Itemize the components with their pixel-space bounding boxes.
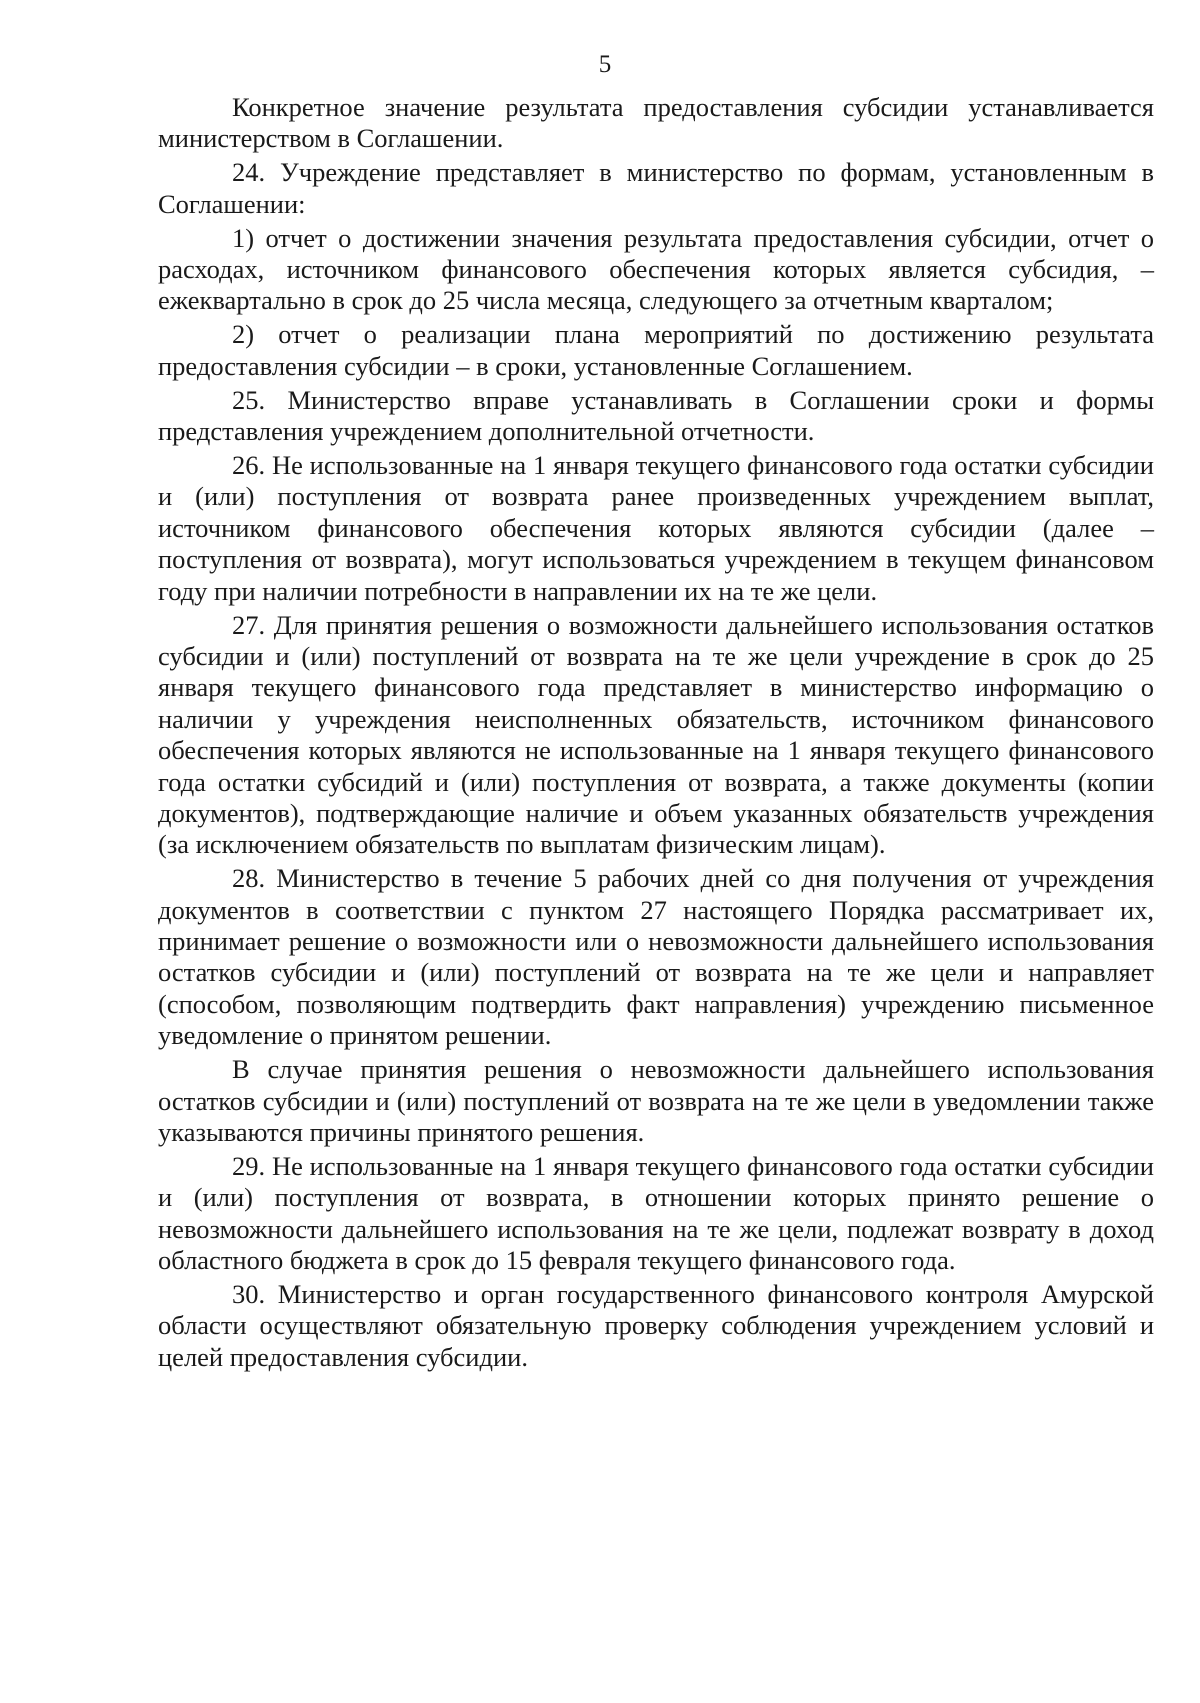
paragraph-26: 26. Не использованные на 1 января текущего финансового года остатки субсидии и (или) поступления от возврата ранее произведенных учреждением выплат, источником финансового обеспечения которых являются субсидии (далее – поступления от возврата), могут использоваться учреждением в текущем финансовом году при наличии потребности в направлении их на те же цели. — [158, 449, 1154, 606]
paragraph-24: 24. Учреждение представляет в министерство по формам, установленным в Соглашении: — [158, 157, 1154, 219]
paragraph-28: 28. Министерство в течение 5 рабочих дней со дня получения от учреждения документов в соответствии с пунктом 27 настоящего Порядка рассматривает их, принимает решение о возможности или о невозможности дальнейшего использования остатков субсидии и (или) поступлений от возврата на те же цели и направляет (способом, позволяющим подтвердить факт направления) учреждению письменное уведомление о принятом решении. — [158, 863, 1154, 1051]
document-body — [158, 92, 1154, 1373]
paragraph-24-item-1: 1) отчет о достижении значения результата предоставления субсидии, отчет о расходах, источником финансового обеспечения которых является субсидия, – ежеквартально в срок до 25 числа месяца, следующего за отчетным кварталом; — [158, 222, 1154, 316]
page-number: 5 — [598, 51, 612, 78]
paragraph-24-item-2: 2) отчет о реализации плана мероприятий по достижению результата предоставления субсидии – в сроки, установленные Соглашением. — [158, 319, 1154, 381]
paragraph-30: 30. Министерство и орган государственного финансового контроля Амурской области осуществляют обязательную проверку соблюдения учреждением условий и целей предоставления субсидии. — [158, 1279, 1154, 1372]
paragraph-28-refusal: В случае принятия решения о невозможности дальнейшего использования остатков субсидии и (или) поступлений от возврата на те же цели в уведомлении также указываются причины принятого решения. — [158, 1054, 1154, 1147]
paragraph-27: 27. Для принятия решения о возможности дальнейшего использования остатков субсидии и (или) поступлений от возврата на те же цели учреждение в срок до 25 января текущего финансового года представляет в министерство информацию о наличии у учреждения неисполненных обязательств, источником финансового обеспечения которых являются не использованные на 1 января текущего финансового года остатки субсидий и (или) поступления от возврата, а также документы (копии документов), подтверждающие наличие и объем указанных обязательств учреждения (за исключением обязательств по выплатам физическим лицам). — [158, 609, 1154, 860]
paragraph-29: 29. Не использованные на 1 января текущего финансового года остатки субсидии и (или) поступления от возврата, в отношении которых принято решение о невозможности дальнейшего использования на те же цели, подлежат возврату в доход областного бюджета в срок до 15 февраля текущего финансового года. — [158, 1150, 1154, 1276]
paragraph-result-value: Конкретное значение результата предоставления субсидии устанавливается министерством в Соглашении. — [158, 92, 1154, 154]
paragraph-25: 25. Министерство вправе устанавливать в Соглашении сроки и формы представления учреждением дополнительной отчетности. — [158, 384, 1154, 447]
